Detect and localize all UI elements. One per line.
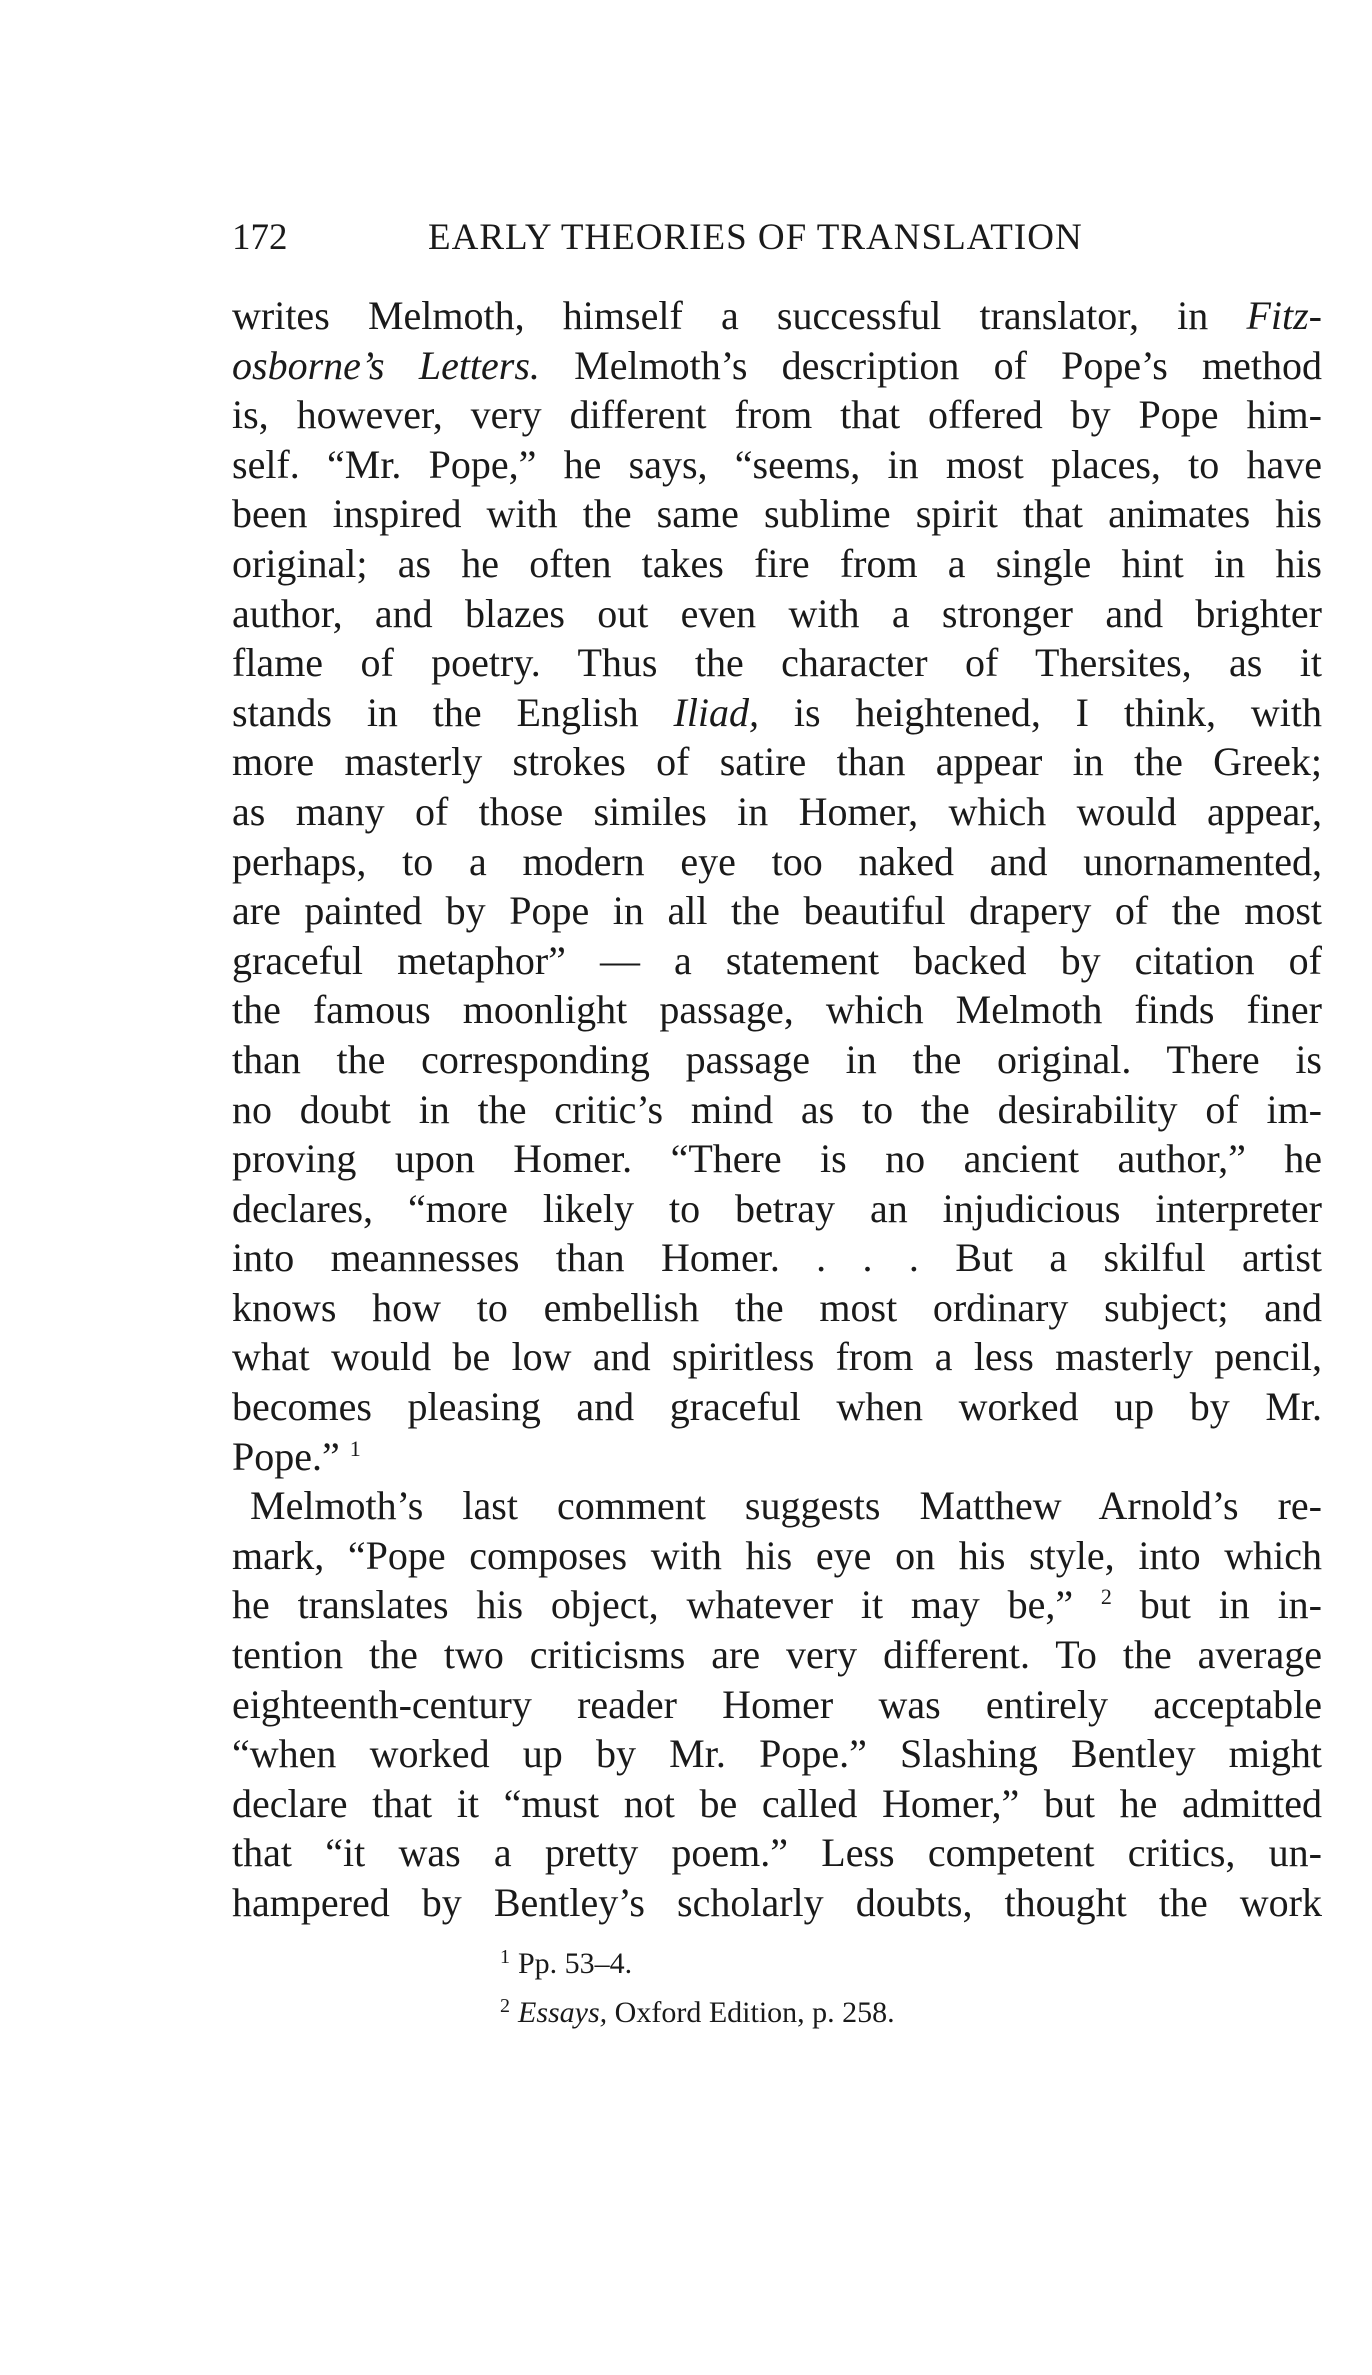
text-line: that “it was a pretty poem.” Less competent critics, un- (232, 1830, 1322, 1876)
text-line: graceful metaphor” — a statement backed by citation of (232, 937, 1322, 983)
text-line: mark, “Pope composes with his eye on his style, into which (232, 1532, 1322, 1578)
footnotes (500, 1936, 1200, 2034)
footnote-ref: 1 (349, 1435, 361, 1461)
text-line: perhaps, to a modern eye too naked and unornamented, (232, 838, 1322, 884)
footnote-mark: 2 (500, 1995, 510, 2017)
text-line: declare that it “must not be called Homer,” but he admitted (232, 1780, 1322, 1826)
text-line: no doubt in the critic’s mind as to the desirability of im- (232, 1086, 1322, 1132)
text-line: Melmoth’s last comment suggests Matthew Arnold’s re- (250, 1483, 1322, 1529)
text-line: tention the two criticisms are very different. To the average (232, 1632, 1322, 1678)
text-line: he translates his object, whatever it may be,” $^2$ but in in- (232, 1582, 1322, 1628)
footnote (500, 1985, 1200, 2034)
text-line: knows how to embellish the most ordinary subject; and (232, 1284, 1322, 1330)
text-line: stands in the English Iliad, is heightened, I think, with (232, 689, 1322, 735)
text-line: as many of those similes in Homer, which would appear, (232, 788, 1322, 834)
footnote-text: Oxford Edition, p. 258. (607, 1996, 895, 2029)
text-line: is, however, very different from that offered by Pope him- (232, 392, 1322, 438)
text-line: Pope.” $^1$ (232, 1433, 361, 1479)
text-line: the famous moonlight passage, which Melmoth finds finer (232, 987, 1322, 1033)
page-number: 172 (232, 217, 288, 258)
text-line: flame of poetry. Thus the character of Thersites, as it (232, 640, 1322, 686)
footnote-mark: 1 (500, 1946, 510, 1968)
text-line: writes Melmoth, himself a successful translator, in Fitz- (232, 293, 1322, 338)
text-line: hampered by Bentley’s scholarly doubts, thought the work (232, 1880, 1322, 1925)
text-line: eighteenth-century reader Homer was entirely acceptable (232, 1681, 1322, 1727)
text-line: declares, “more likely to betray an injudicious interpreter (232, 1185, 1322, 1231)
text-line: self. “Mr. Pope,” he says, “seems, in most places, to have (232, 441, 1322, 487)
text-line: author, and blazes out even with a stronger and brighter (232, 590, 1322, 636)
text-line: proving upon Homer. “There is no ancient author,” he (232, 1136, 1322, 1182)
footnote-title: Essays, (518, 1996, 608, 2029)
text-line: been inspired with the same sublime spirit that animates his (232, 491, 1322, 537)
text-line: are painted by Pope in all the beautiful drapery of the most (232, 888, 1322, 934)
footnote-text: Pp. 53–4. (518, 1947, 633, 1980)
text-line: “when worked up by Mr. Pope.” Slashing Bentley might (232, 1731, 1322, 1777)
text-line: what would be low and spiritless from a less masterly pencil, (232, 1334, 1322, 1380)
footnote (500, 1936, 1200, 1985)
body-text (232, 291, 1322, 1928)
running-head: EARLY THEORIES OF TRANSLATION (428, 217, 1083, 258)
footnote-ref: 2 (1100, 1584, 1112, 1610)
text-line: original; as he often takes fire from a single hint in his (232, 540, 1322, 586)
text-line: more masterly strokes of satire than appear in the Greek; (232, 739, 1322, 785)
text-line: becomes pleasing and graceful when worked up by Mr. (232, 1384, 1322, 1430)
text-line: osborne’s Letters. Melmoth’s description of Pope’s method (232, 342, 1322, 388)
text-line: than the corresponding passage in the original. There is (232, 1036, 1322, 1082)
text-line: into meannesses than Homer. . . . But a skilful artist (232, 1235, 1322, 1281)
